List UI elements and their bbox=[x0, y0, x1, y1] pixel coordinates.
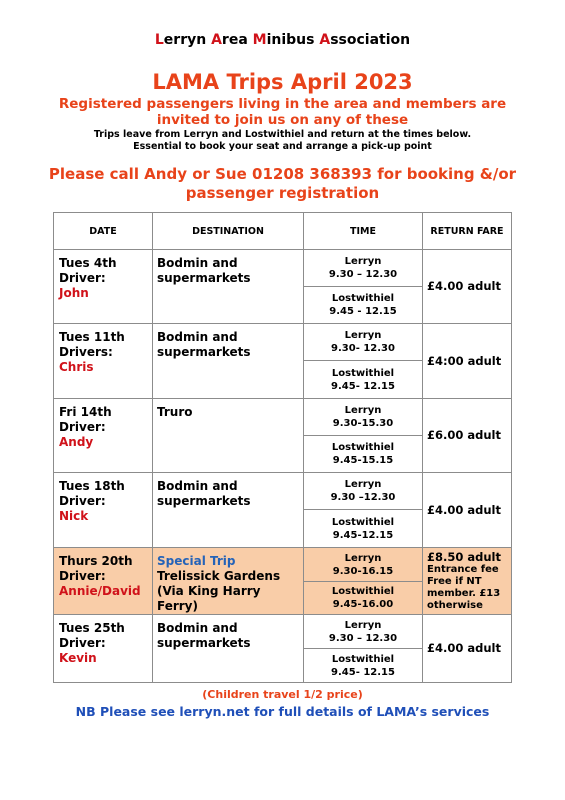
fare-extra-note: Entrance fee Free if NT member. £13 otherwise bbox=[427, 564, 501, 611]
driver-label: Driver: bbox=[59, 271, 106, 285]
lerryn-label: Lerryn bbox=[344, 256, 382, 267]
info-line: Trips leave from Lerryn and Lostwithiel and return at the times below. bbox=[93, 129, 472, 140]
org-word: ssociation bbox=[330, 32, 411, 48]
date-cell bbox=[54, 473, 153, 548]
lerryn-time-cell bbox=[304, 250, 423, 287]
lostwithiel-time-cell bbox=[304, 436, 423, 473]
driver-name: Chris bbox=[59, 360, 94, 374]
org-initial: M bbox=[252, 32, 267, 48]
column-header-destination: DESTINATION bbox=[153, 213, 304, 250]
lostwithiel-time: 9.45 - 12.15 bbox=[329, 306, 397, 317]
lostwithiel-time-cell bbox=[304, 361, 423, 399]
lostwithiel-time-cell bbox=[304, 582, 423, 615]
fare-cell bbox=[423, 548, 512, 615]
driver-name: Nick bbox=[59, 509, 89, 523]
destination-cell bbox=[153, 399, 304, 473]
lostwithiel-label: Lostwithiel bbox=[331, 367, 395, 379]
table-row bbox=[54, 399, 512, 436]
org-initial: A bbox=[319, 32, 331, 48]
trip-day: Tues 11th bbox=[59, 330, 125, 344]
fare-cell bbox=[423, 250, 512, 324]
driver-label: Driver: bbox=[59, 569, 106, 583]
lerryn-time-cell bbox=[304, 399, 423, 436]
table-row bbox=[54, 473, 512, 510]
fare-adult: £4.00 adult bbox=[427, 279, 501, 293]
driver-label: Drivers: bbox=[59, 345, 113, 359]
lostwithiel-label: Lostwithiel bbox=[331, 516, 395, 528]
info-line: Essential to book your seat and arrange a pick-up point bbox=[133, 141, 432, 152]
lerryn-label: Lerryn bbox=[344, 619, 382, 631]
lerryn-time: 9.30 –12.30 bbox=[330, 492, 396, 503]
lostwithiel-time: 9.45- 12.15 bbox=[331, 380, 395, 392]
lerryn-label: Lerryn bbox=[344, 552, 382, 564]
fare-adult: £4:00 adult bbox=[427, 353, 502, 368]
date-cell bbox=[54, 548, 153, 615]
destination-name: Truro bbox=[157, 405, 193, 419]
column-header-date: DATE bbox=[54, 213, 153, 250]
trip-day: Fri 14th bbox=[59, 405, 112, 419]
lerryn-time: 9.30 – 12.30 bbox=[328, 269, 398, 280]
driver-name: John bbox=[59, 286, 89, 300]
lostwithiel-time: 9.45-15.15 bbox=[332, 455, 394, 466]
special-trip-label: Special Trip bbox=[157, 554, 236, 568]
page-title: LAMA Trips April 2023 bbox=[152, 70, 413, 94]
driver-name: Annie/David bbox=[59, 584, 141, 598]
destination-cell bbox=[153, 615, 304, 683]
nb-website-note: NB Please see lerryn.net for full details of LAMA’s services bbox=[75, 704, 490, 719]
driver-label: Driver: bbox=[59, 494, 106, 508]
column-header-time: TIME bbox=[304, 213, 423, 250]
lostwithiel-time-cell bbox=[304, 287, 423, 324]
date-cell bbox=[54, 324, 153, 399]
lostwithiel-time-cell bbox=[304, 510, 423, 548]
lostwithiel-time: 9.45-12.15 bbox=[332, 529, 394, 541]
lostwithiel-time: 9.45-16.00 bbox=[332, 599, 394, 610]
org-initial: A bbox=[211, 32, 222, 48]
destination-cell bbox=[153, 250, 304, 324]
table-row bbox=[54, 324, 512, 361]
trip-day: Tues 25th bbox=[59, 621, 125, 635]
column-header-fare: RETURN FARE bbox=[423, 213, 512, 250]
destination-name: Bodmin and supermarkets bbox=[157, 330, 251, 359]
org-word: inibus bbox=[266, 32, 320, 48]
info-text bbox=[30, 129, 535, 153]
lerryn-label: Lerryn bbox=[344, 330, 382, 341]
destination-cell bbox=[153, 324, 304, 399]
driver-name: Kevin bbox=[59, 651, 97, 665]
organisation-name bbox=[0, 32, 565, 48]
destination-name: Bodmin and supermarkets bbox=[157, 256, 251, 285]
destination-cell bbox=[153, 473, 304, 548]
table-row bbox=[54, 548, 512, 582]
lostwithiel-time: 9.45- 12.15 bbox=[331, 666, 395, 678]
trip-day: Thurs 20th bbox=[59, 554, 133, 568]
destination-name: Trelissick Gardens bbox=[157, 569, 281, 583]
lerryn-time-cell bbox=[304, 615, 423, 649]
children-price-note: (Children travel 1/2 price) bbox=[202, 688, 363, 701]
lerryn-time: 9.30-16.15 bbox=[332, 565, 394, 577]
fare-cell bbox=[423, 615, 512, 683]
lostwithiel-label: Lostwithiel bbox=[331, 586, 395, 597]
trips-table bbox=[53, 212, 512, 683]
date-cell bbox=[54, 399, 153, 473]
lerryn-time: 9.30 – 12.30 bbox=[328, 632, 398, 644]
lerryn-label: Lerryn bbox=[344, 405, 382, 416]
fare-adult: £4.00 adult bbox=[427, 502, 501, 517]
fare-cell bbox=[423, 473, 512, 548]
fare-adult: £8.50 adult bbox=[427, 550, 501, 564]
lerryn-time-cell bbox=[304, 324, 423, 361]
fare-adult: £4.00 adult bbox=[427, 641, 501, 655]
lostwithiel-time-cell bbox=[304, 649, 423, 683]
date-cell bbox=[54, 615, 153, 683]
lostwithiel-label: Lostwithiel bbox=[331, 293, 395, 304]
destination-cell bbox=[153, 548, 304, 615]
lostwithiel-label: Lostwithiel bbox=[331, 442, 395, 453]
org-word: rea bbox=[221, 32, 253, 48]
driver-name: Andy bbox=[59, 435, 94, 449]
date-cell bbox=[54, 250, 153, 324]
org-word: erryn bbox=[163, 32, 212, 48]
table-header-row bbox=[54, 213, 512, 250]
table-row bbox=[54, 615, 512, 649]
org-initial: L bbox=[154, 32, 164, 48]
fare-adult: £6.00 adult bbox=[427, 428, 501, 442]
lerryn-time: 9.30-15.30 bbox=[332, 418, 394, 429]
invitation-text: Registered passengers living in the area and members are invited to join us on any of these bbox=[58, 96, 507, 128]
fare-cell bbox=[423, 324, 512, 399]
lerryn-time: 9.30- 12.30 bbox=[331, 343, 395, 354]
destination-name: Bodmin and supermarkets bbox=[157, 621, 251, 650]
table-row bbox=[54, 250, 512, 287]
lerryn-label: Lerryn bbox=[344, 479, 382, 490]
lerryn-time-cell bbox=[304, 473, 423, 510]
trip-day: Tues 18th bbox=[59, 479, 125, 493]
driver-label: Driver: bbox=[59, 636, 106, 650]
trip-day: Tues 4th bbox=[59, 256, 117, 270]
fare-cell bbox=[423, 399, 512, 473]
driver-label: Driver: bbox=[59, 420, 106, 434]
destination-name: Bodmin and supermarkets bbox=[157, 479, 251, 508]
destination-note: (Via King Harry Ferry) bbox=[157, 584, 261, 613]
booking-call-text: Please call Andy or Sue 01208 368393 for booking &/or passenger registration bbox=[48, 165, 517, 202]
lostwithiel-label: Lostwithiel bbox=[331, 653, 395, 665]
lerryn-time-cell bbox=[304, 548, 423, 582]
